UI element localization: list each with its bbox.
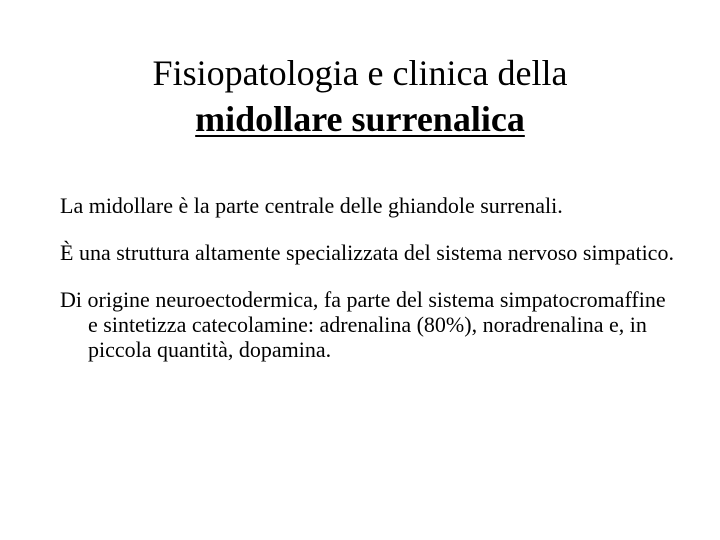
slide-title [60, 50, 660, 142]
title-line-2: midollare surrenalica [195, 99, 525, 139]
slide-body [60, 193, 680, 384]
paragraph-origin: Di origine neuroectodermica, fa parte del sistema simpatocromaffine e sintetizza catecolamine: adrenalina (80%), noradrenalina e, in piccola quantità, dopamina. [60, 287, 666, 362]
title-line-1: Fisiopatologia e clinica della [152, 53, 568, 93]
paragraph-intro: La midollare è la parte centrale delle ghiandole surrenali. [60, 193, 563, 218]
paragraph-structure: È una struttura altamente specializzata del sistema nervoso simpatico. [60, 240, 674, 265]
